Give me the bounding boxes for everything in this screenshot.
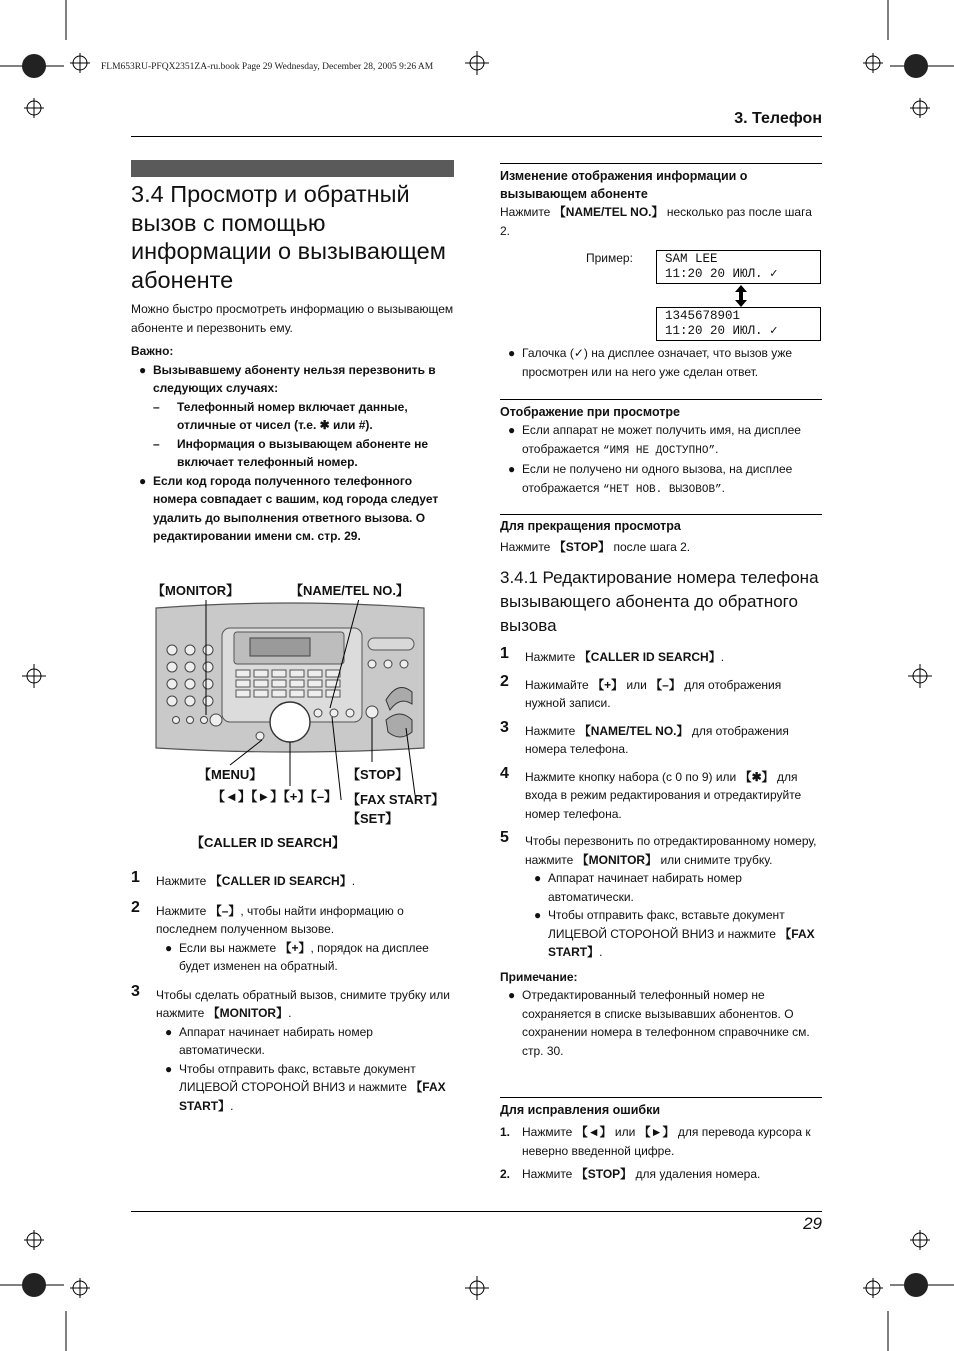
- label-set: 【SET】: [347, 811, 399, 826]
- sub-text: Если вы нажмете: [179, 940, 280, 955]
- left-step-2: [131, 898, 456, 939]
- step-text: Нажмите: [156, 903, 210, 918]
- important-label: Важно:: [131, 344, 174, 358]
- text: Если не получено ни одного вызова, на дисплее отображается: [522, 462, 793, 495]
- section-title: 3. Телефон: [734, 110, 822, 127]
- note-bullet: ● Отредактированный телефонный номер не сохраняется в списке вызывавших абонентов. О сохранении номера в телефонном справочнике см. стр. 30.: [508, 988, 810, 1058]
- key-stop: 【STOP】: [575, 1167, 633, 1181]
- step-text-end: для отображения нужной записи.: [525, 677, 782, 710]
- sub-text: Аппарат начинает набирать номер автоматически.: [179, 1024, 373, 1057]
- text-end: .: [721, 480, 726, 495]
- important-dash-1: – Телефонный номер включает данные, отличные от чисел (т.е. ✱ или #).: [153, 399, 408, 432]
- key-fax-start: 【FAX START】: [548, 926, 815, 959]
- label-stop: 【STOP】: [347, 767, 409, 782]
- heading-bar: [131, 160, 454, 177]
- stop-heading: Для прекращения просмотра: [500, 519, 681, 533]
- sub-text: Чтобы отправить факс, вставьте документ ЛИЦЕВОЙ СТОРОНОЙ ВНИЗ и нажмите: [548, 908, 785, 941]
- right-step-5-sub-2: ● Чтобы отправить факс, вставьте документ ЛИЦЕВОЙ СТОРОНОЙ ВНИЗ и нажмите 【FAX START】.: [534, 908, 815, 959]
- text: Нажмите: [500, 205, 554, 219]
- step-number: 1: [131, 869, 140, 886]
- step-text-end: или снимите трубку.: [657, 852, 773, 867]
- change-display-block: [500, 167, 822, 240]
- key-monitor: 【MONITOR】: [576, 852, 658, 867]
- display-text: “ИМЯ НЕ ДОСТУПНО”: [602, 444, 716, 457]
- subsection-heading: 3.4.1 Редактирование номера телефона вызывающего абонента до обратного вызова: [500, 568, 819, 635]
- important-dash-2: – Информация о вызывающем абоненте не включает телефонный номер.: [153, 436, 429, 469]
- important-bullet-2: ● Если код города полученного телефонного номера совпадает с вашим, код города следует удалить до выполнения ответного вызова. О редактировании имени см. стр. 29.: [139, 473, 439, 543]
- bullet-text: Если код города полученного телефонного номера совпадает с вашим, код города следует удалить до выполнения ответного вызова. О редактировании имени см. стр. 29.: [153, 473, 439, 543]
- change-heading: Изменение отображения информации о вызывающем абоненте: [500, 169, 748, 201]
- example-label: Пример:: [586, 251, 633, 265]
- print-header: FLM653RU-PFQX2351ZA-ru.book Page 29 Wednesday, December 28, 2005 9:26 AM: [101, 62, 434, 72]
- label-monitor: 【MONITOR】: [152, 583, 240, 598]
- page-heading: 3.4 Просмотр и обратный вызов с помощью информации о вызывающем абоненте: [131, 181, 446, 293]
- step-text: Нажимайте: [525, 677, 593, 692]
- step-text: Нажмите: [525, 723, 579, 738]
- step-text-end: .: [288, 1006, 292, 1020]
- step-text-end: , чтобы найти информацию о последнем полученном вызове.: [156, 903, 404, 936]
- key-left: 【◄】: [575, 1125, 612, 1139]
- view-bullet-1: ● Если аппарат не может получить имя, на дисплее отображается “ИМЯ НЕ ДОСТУПНО”.: [508, 423, 801, 457]
- page-number: 29: [803, 1214, 822, 1233]
- sub-text-end: , порядок на дисплее будет изменен на обратный.: [179, 940, 429, 973]
- step-text: Чтобы перезвонить по отредактированному номеру, нажмите: [525, 834, 817, 867]
- sub-text-end: .: [599, 945, 603, 959]
- fix-heading: Для исправления ошибки: [500, 1103, 661, 1117]
- sub-text-end: .: [230, 1098, 234, 1113]
- key-minus: 【–】: [209, 903, 241, 918]
- right-rule-1: [500, 163, 822, 164]
- text: Нажмите: [522, 1167, 576, 1181]
- lcd-line: 11:20 20 ИЮЛ. ✓: [665, 324, 778, 338]
- text-end: для удаления номера.: [632, 1167, 761, 1181]
- text-end: после шага 2.: [610, 540, 691, 554]
- fax-panel-diagram: [150, 600, 430, 800]
- sub-text: Чтобы отправить факс, вставьте документ ЛИЦЕВОЙ СТОРОНОЙ ВНИЗ и нажмите: [179, 1061, 416, 1094]
- step-text-end: .: [720, 650, 725, 664]
- lcd-line: 11:20 20 ИЮЛ. ✓: [665, 267, 778, 281]
- intro-text: Можно быстро просмотреть информацию о вызывающем абоненте и перезвонить ему.: [131, 302, 454, 335]
- stop-block: [500, 517, 822, 557]
- right-step-5-sub-1: ● Аппарат начинает набирать номер автоматически.: [534, 871, 742, 904]
- label-menu: 【MENU】: [198, 767, 263, 782]
- footer-rule: [131, 1211, 822, 1212]
- step-text-end: для отображения номера телефона.: [525, 723, 789, 756]
- bullet-text: Вызывавшему абоненту нельзя перезвонить в следующих случаях:: [153, 362, 436, 395]
- fix-block: [500, 1101, 822, 1184]
- text: или: [611, 1125, 639, 1139]
- step-text: или: [623, 677, 651, 692]
- sub-text: Аппарат начинает набирать номер автоматически.: [548, 871, 742, 904]
- check-note: ● Галочка (✓) на дисплее означает, что вызов уже просмотрен или на него уже сделан ответ.: [508, 346, 793, 379]
- note-label: Примечание:: [500, 969, 578, 984]
- step-number: 1.: [500, 1125, 511, 1139]
- text: Нажмите: [500, 540, 554, 554]
- key-monitor: 【MONITOR】: [207, 1006, 289, 1020]
- step-text: Нажмите: [156, 874, 210, 888]
- check-note-block: [500, 344, 822, 381]
- text-end: .: [715, 441, 719, 456]
- left-step-3-sub-2: ● Чтобы отправить факс, вставьте документ ЛИЦЕВОЙ СТОРОНОЙ ВНИЗ и нажмите 【FAX START】.: [165, 1061, 446, 1113]
- right-step-3: [500, 718, 824, 759]
- right-step-4: [500, 764, 824, 824]
- key-fax-start: 【FAX START】: [179, 1080, 446, 1113]
- text-end: несколько раз после шага 2.: [500, 205, 812, 238]
- step-text: Нажмите кнопку набора (с 0 по 9) или: [525, 769, 740, 784]
- view-bullet-2: ● Если не получено ни одного вызова, на дисплее отображается “НЕТ НОВ. ВЫЗОВОВ”.: [508, 462, 793, 496]
- display-text: “НЕТ НОВ. ВЫЗОВОВ”: [602, 483, 722, 496]
- stop-text: [500, 538, 822, 557]
- label-caller-id: 【CALLER ID SEARCH】: [191, 835, 345, 850]
- step-number: 3: [500, 718, 509, 736]
- step-number: 2: [500, 672, 509, 690]
- left-step-3: [131, 982, 456, 1023]
- fix-step-2: [500, 1165, 822, 1184]
- right-rule-2: [500, 399, 822, 400]
- key-caller-id: 【CALLER ID SEARCH】: [209, 874, 352, 888]
- right-rule-3: [500, 514, 822, 515]
- right-step-2: [500, 672, 824, 713]
- lcd-example-2: [656, 307, 821, 341]
- text: Если аппарат не может получить имя, на дисплее отображается: [522, 423, 801, 456]
- left-step-1: [131, 869, 456, 891]
- view-heading: Отображение при просмотре: [500, 405, 680, 419]
- text: Нажмите: [522, 1125, 576, 1139]
- step-text: Нажмите: [525, 650, 579, 664]
- step-number: 3: [131, 982, 140, 1000]
- label-arrows: 【◄】【►】【+】【–】: [212, 789, 338, 804]
- step-number: 5: [500, 829, 509, 846]
- left-step-3-sub-1: ● Аппарат начинает набирать номер автоматически.: [165, 1024, 373, 1057]
- key-star: 【✱】: [739, 769, 774, 784]
- step-number: 2.: [500, 1167, 511, 1181]
- label-fax-start: 【FAX START】: [347, 792, 445, 807]
- right-rule-4: [500, 1097, 822, 1098]
- step-number: 4: [500, 764, 509, 782]
- header-rule: [131, 136, 822, 137]
- text-end: для перевода курсора к неверно введенной цифре.: [522, 1125, 811, 1158]
- key-caller-id: 【CALLER ID SEARCH】: [578, 650, 721, 664]
- change-text: [500, 203, 822, 240]
- right-step-1: [500, 645, 824, 667]
- key-stop: 【STOP】: [553, 540, 611, 554]
- key-plus: 【+】: [592, 677, 624, 692]
- lcd-line: SAM LEE: [665, 252, 718, 266]
- right-step-5: [500, 829, 824, 869]
- right-steps: [500, 645, 824, 1060]
- left-steps: [131, 869, 456, 1115]
- note-text: Отредактированный телефонный номер не сохраняется в списке вызывавших абонентов. О сохранении номера в телефонном справочнике см. стр. 30.: [522, 988, 810, 1058]
- left-step-2-sub: ● Если вы нажмете 【+】, порядок на дисплее будет изменен на обратный.: [165, 940, 429, 973]
- step-number: 1: [500, 645, 509, 662]
- step-text-end: для входа в режим редактирования и отредактируйте номер телефона.: [525, 769, 802, 821]
- step-text-end: .: [351, 874, 356, 888]
- view-block: [500, 403, 822, 499]
- key-right: 【►】: [638, 1125, 675, 1139]
- lcd-example-1: [656, 250, 821, 284]
- step-text: Чтобы сделать обратный вызов, снимите трубку или нажмите: [156, 987, 450, 1020]
- key-name-tel: 【NAME/TEL NO.】: [578, 723, 689, 738]
- double-arrow-icon: [733, 284, 749, 308]
- fix-step-1: [500, 1123, 822, 1160]
- key-name-tel: 【NAME/TEL NO.】: [553, 205, 664, 219]
- step-number: 2: [131, 898, 140, 916]
- label-name-tel: 【NAME/TEL NO.】: [290, 583, 409, 598]
- lcd-line: 1345678901: [665, 309, 741, 323]
- dash-text: Телефонный номер включает данные, отличные от чисел (т.е. ✱ или #).: [177, 399, 408, 432]
- dash-text: Информация о вызывающем абоненте не включает телефонный номер.: [177, 436, 429, 469]
- important-bullet-1: ● Вызывавшему абоненту нельзя перезвонить в следующих случаях:: [139, 362, 436, 395]
- left-intro-block: [131, 300, 456, 546]
- note-text: Галочка (✓) на дисплее означает, что вызов уже просмотрен или на него уже сделан ответ.: [522, 346, 793, 379]
- key-minus: 【–】: [650, 677, 681, 692]
- key-plus: 【+】: [279, 940, 311, 955]
